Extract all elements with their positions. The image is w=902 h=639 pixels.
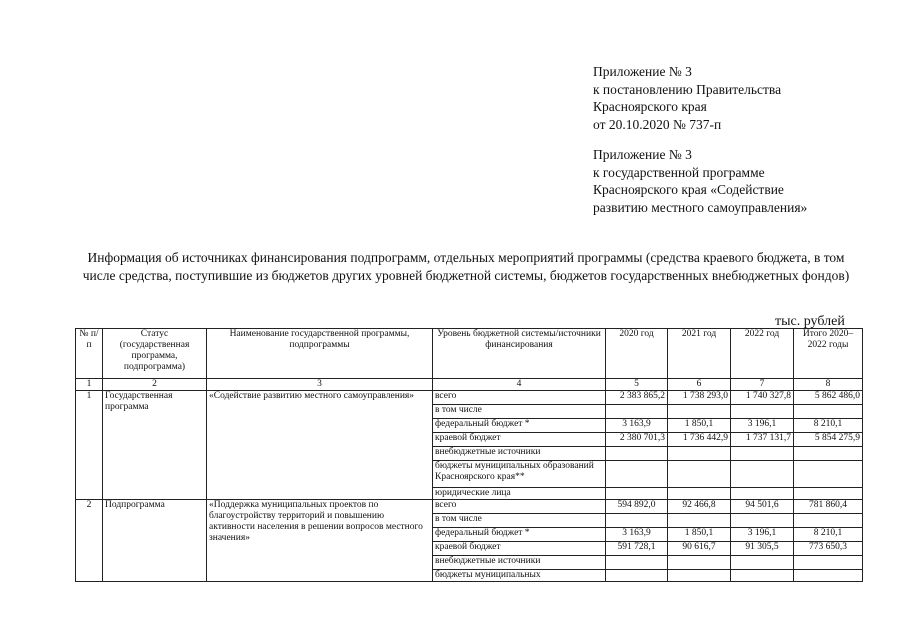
financing-table [75,328,863,582]
level-cell: федеральный бюджет * [433,528,606,542]
value-cell [606,488,668,500]
level-cell: в том числе [433,405,606,419]
table-header-row [76,329,863,379]
value-cell [794,447,863,461]
level-cell: в том числе [433,514,606,528]
value-cell [606,461,668,488]
value-cell [731,514,794,528]
value-cell: 3 196,1 [731,528,794,542]
level-cell: бюджеты муниципальных образований Красноярского края** [433,461,606,488]
value-cell: 8 210,1 [794,419,863,433]
value-cell: 1 740 327,8 [731,391,794,405]
column-number-row [76,379,863,391]
document-title: Информация об источниках финансирования подпрограмм, отдельных мероприятий программы (средства краевого бюджета, в том числе средства, поступившие из бюджетов других уровней бюджетной системы, бюджетов государственных внебюджетных фондов) [82,250,850,283]
column-number: 5 [606,379,668,391]
value-cell: 5 862 486,0 [794,391,863,405]
appendix-line: Красноярского края [593,99,707,114]
value-cell: 1 850,1 [668,528,731,542]
appendix-line: к постановлению Правительства [593,81,782,97]
appendix-line: Красноярского края «Содействие [593,182,784,197]
level-cell: бюджеты муниципальных [433,570,606,582]
appendix-header-resolution [593,63,781,133]
value-cell: 92 466,8 [668,500,731,514]
level-cell: внебюджетные источники [433,556,606,570]
value-cell [668,447,731,461]
value-cell [668,570,731,582]
value-cell [794,570,863,582]
value-cell [731,556,794,570]
value-cell: 1 850,1 [668,419,731,433]
value-cell [731,461,794,488]
value-cell [731,570,794,582]
value-cell [794,461,863,488]
level-cell: внебюджетные источники [433,447,606,461]
value-cell: 8 210,1 [794,528,863,542]
value-cell: 3 163,9 [606,419,668,433]
value-cell: 1 737 131,7 [731,433,794,447]
appendix-line: Приложение № 3 [593,147,692,162]
column-number: 1 [76,379,103,391]
value-cell: 2 383 865,2 [606,391,668,405]
value-cell [606,405,668,419]
table-row [76,391,863,405]
value-cell [794,405,863,419]
value-cell: 1 736 442,9 [668,433,731,447]
value-cell [731,405,794,419]
row-number: 1 [76,391,103,500]
value-cell [794,514,863,528]
value-cell: 781 860,4 [794,500,863,514]
value-cell [606,447,668,461]
value-cell: 591 728,1 [606,542,668,556]
value-cell: 2 380 701,3 [606,433,668,447]
level-cell: краевой бюджет [433,542,606,556]
header-cell-status: Статус (государственная программа, подпрограмма) [103,329,207,379]
value-cell [794,556,863,570]
header-cell-2022: 2022 год [731,329,794,379]
appendix-line: развитию местного самоуправления» [593,199,808,215]
value-cell: 94 501,6 [731,500,794,514]
level-cell: юридические лица [433,488,606,500]
unit-label: тыс. рублей [775,314,845,329]
value-cell: 90 616,7 [668,542,731,556]
row-status: Государственная программа [103,391,207,500]
column-number: 7 [731,379,794,391]
row-status: Подпрограмма [103,500,207,582]
value-cell [731,488,794,500]
value-cell [606,570,668,582]
header-cell-num: № п/п [76,329,103,379]
appendix-line: от 20.10.2020 № 737-п [593,116,722,132]
value-cell: 5 854 275,9 [794,433,863,447]
header-cell-2020: 2020 год [606,329,668,379]
level-cell: федеральный бюджет * [433,419,606,433]
column-number: 8 [794,379,863,391]
value-cell: 594 892,0 [606,500,668,514]
row-program-name: «Содействие развитию местного самоуправления» [207,391,433,500]
value-cell [668,514,731,528]
table-row [76,500,863,514]
level-cell: всего [433,500,606,514]
level-cell: всего [433,391,606,405]
value-cell: 91 305,5 [731,542,794,556]
column-number: 6 [668,379,731,391]
appendix-line: к государственной программе [593,164,765,180]
value-cell [668,556,731,570]
level-cell: краевой бюджет [433,433,606,447]
value-cell [668,461,731,488]
value-cell [794,488,863,500]
header-cell-total: Итого 2020–2022 годы [794,329,863,379]
header-cell-name: Наименование государственной программы, подпрограммы [207,329,433,379]
header-cell-level: Уровень бюджетной системы/источники финансирования [433,329,606,379]
value-cell: 3 163,9 [606,528,668,542]
row-number: 2 [76,500,103,582]
header-cell-2021: 2021 год [668,329,731,379]
value-cell [606,514,668,528]
value-cell [606,556,668,570]
appendix-header-program [593,146,807,216]
value-cell: 1 738 293,0 [668,391,731,405]
value-cell [668,405,731,419]
column-number: 4 [433,379,606,391]
appendix-line: Приложение № 3 [593,64,692,79]
row-program-name: «Поддержка муниципальных проектов по благоустройству территорий и повышению активности населения в решении вопросов местного значения» [207,500,433,582]
column-number: 3 [207,379,433,391]
value-cell [731,447,794,461]
value-cell: 3 196,1 [731,419,794,433]
value-cell [668,488,731,500]
column-number: 2 [103,379,207,391]
value-cell: 773 650,3 [794,542,863,556]
